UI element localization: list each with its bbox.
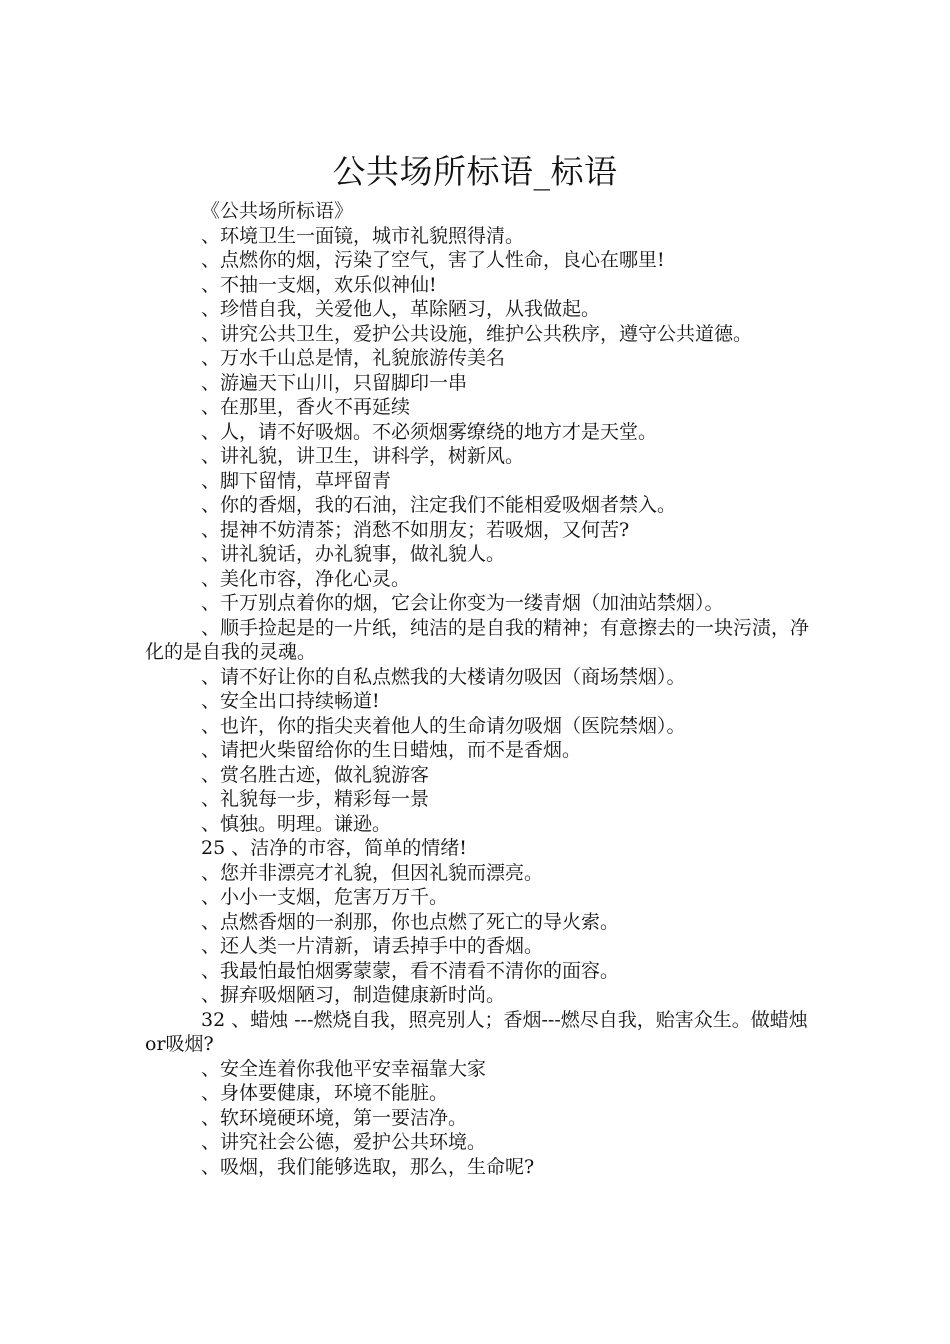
slogan-paragraph: 、点燃你的烟，污染了空气，害了人性命，良心在哪里! (201, 249, 665, 271)
slogan-paragraph: 25 、洁净的市容，简单的情绪! (201, 837, 467, 859)
slogan-paragraph: 、珍惜自我，关爱他人，革除陋习，从我做起。 (201, 298, 601, 320)
slogan-paragraph: 、安全出口持续畅道! (201, 690, 380, 712)
slogan-paragraph: 、还人类一片清新，请丢掉手中的香烟。 (201, 935, 544, 957)
slogan-paragraph: 、身体要健康，环境不能脏。 (201, 1082, 449, 1104)
slogan-paragraph: 、摒弃吸烟陋习，制造健康新时尚。 (201, 984, 506, 1006)
slogan-paragraph: 、您并非漂亮才礼貌，但因礼貌而漂亮。 (201, 861, 544, 884)
slogan-paragraph: 、万水千山总是情，礼貌旅游传美名 (201, 347, 506, 369)
slogan-paragraph: 、吸烟，我们能够选取，那么，生命呢? (201, 1155, 535, 1178)
document-title: 公共场所标语_标语 (332, 152, 618, 192)
slogan-paragraph: 、美化市容，净化心灵。 (201, 567, 411, 590)
slogan-paragraph: 、讲礼貌，讲卫生，讲科学，树新风。 (201, 445, 525, 467)
slogan-paragraph: 、环境卫生一面镜，城市礼貌照得清。 (201, 224, 525, 247)
slogan-paragraph: 、千万别点着你的烟，它会让你变为一缕青烟（加油站禁烟）。 (201, 592, 724, 614)
slogan-paragraph: 32 、蜡烛 ---燃烧自我，照亮别人；香烟---燃尽自我，贻害众生。做蜡烛or吸烟? (145, 1008, 808, 1055)
slogan-paragraph: 、讲礼貌话，办礼貌事，做礼貌人。 (201, 543, 506, 565)
slogan-paragraph: 、你的香烟，我的石油，注定我们不能相爱吸烟者禁入。 (201, 494, 677, 516)
slogan-paragraph: 、礼貌每一步，精彩每一景 (201, 788, 430, 810)
slogan-paragraph: 、游遍天下山川，只留脚印一串 (201, 371, 468, 394)
slogan-paragraph: 、讲究公共卫生，爱护公共设施，维护公共秩序，遵守公共道德。 (201, 322, 753, 345)
slogan-paragraph: 、软环境硬环境，第一要洁净。 (201, 1106, 468, 1129)
slogan-paragraph: 《公共场所标语》 (201, 200, 354, 222)
slogan-paragraph: 、在那里，香火不再延续 (201, 396, 411, 418)
slogan-paragraph: 、提神不妨清茶；消愁不如朋友；若吸烟，又何苦? (201, 518, 630, 541)
slogan-paragraph: 、请不好让你的自私点燃我的大楼请勿吸因（商场禁烟）。 (201, 665, 686, 688)
slogan-paragraph: 、人，请不好吸烟。不必须烟雾缭绕的地方才是天堂。 (201, 420, 658, 443)
slogan-paragraph: 、慎独。明理。谦逊。 (201, 812, 392, 835)
slogan-paragraph: 、顺手捡起是的一片纸，纯洁的是自我的精神；有意擦去的一块污渍，净化的是自我的灵魂。 (145, 616, 810, 663)
slogan-paragraph: 、也许，你的指尖夹着他人的生命请勿吸烟（医院禁烟）。 (201, 714, 686, 737)
slogan-paragraph: 、安全连着你我他平安幸福靠大家 (201, 1057, 487, 1080)
slogan-paragraph: 、点燃香烟的一刹那，你也点燃了死亡的导火索。 (201, 910, 620, 933)
slogan-paragraph: 、不抽一支烟，欢乐似神仙! (201, 273, 437, 296)
slogan-paragraph: 、小小一支烟，危害万万千。 (201, 886, 449, 908)
slogan-paragraph: 、脚下留情，草坪留青 (201, 469, 392, 492)
slogan-paragraph: 、讲究社会公德，爱护公共环境。 (201, 1131, 487, 1153)
slogan-paragraph: 、请把火柴留给你的生日蜡烛，而不是香烟。 (201, 739, 582, 761)
slogan-paragraph: 、我最怕最怕烟雾蒙蒙，看不清看不清你的面容。 (201, 959, 620, 982)
document-body (145, 199, 815, 1179)
slogan-paragraph: 、赏名胜古迹，做礼貌游客 (201, 763, 430, 786)
